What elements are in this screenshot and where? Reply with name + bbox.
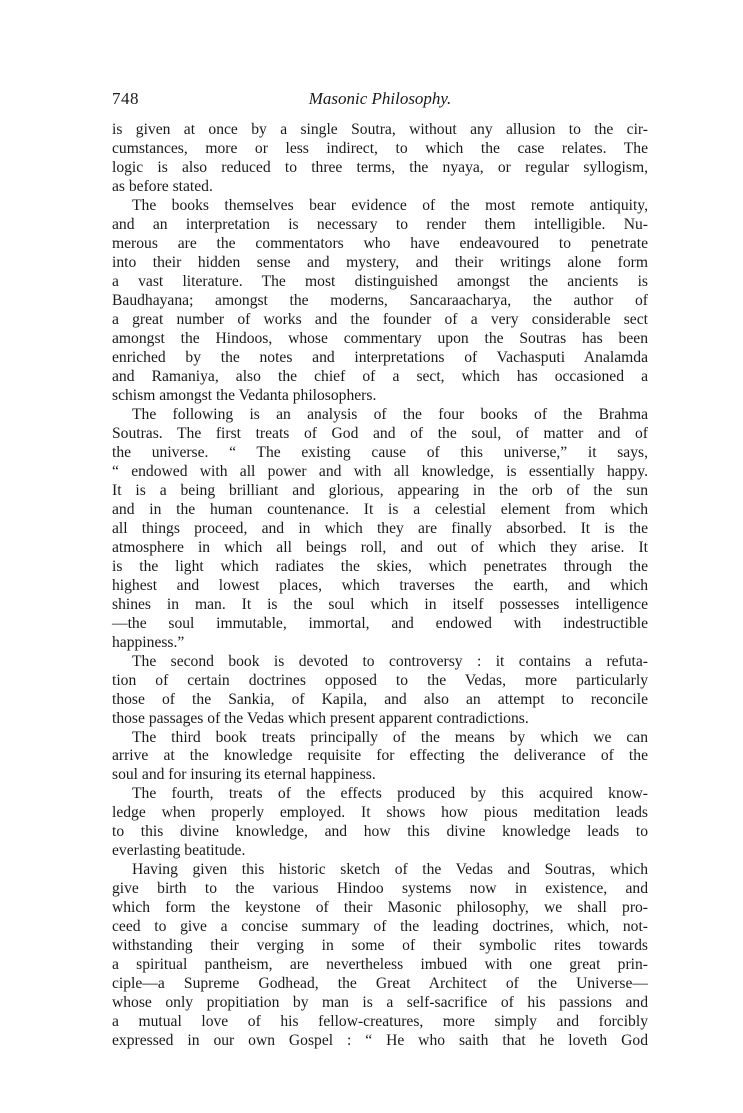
text-line: logic is also reduced to three terms, the nyaya, or regular syllogism, [112, 158, 648, 176]
text-line: arrive at the knowledge requisite for effecting the deliverance of the [112, 747, 648, 765]
paragraph-7 [112, 861, 648, 1051]
text-line: shines in man. It is the soul which in itself possesses intelligence [112, 595, 648, 613]
text-line: which form the keystone of their Masonic philosophy, we shall pro- [112, 899, 648, 917]
text-line: expressed in our own Gospel : “ He who saith that he loveth God [112, 1032, 648, 1050]
page-header [112, 88, 648, 110]
page-number: 748 [112, 89, 139, 108]
text-line: tion of certain doctrines opposed to the Vedas, more particularly [112, 671, 648, 689]
text-line: a vast literature. The most distinguished amongst the ancients is [112, 272, 648, 290]
text-line: all things proceed, and in which they are finally absorbed. It is the [112, 519, 648, 537]
text-line: The following is an analysis of the four books of the Brahma [132, 405, 648, 423]
paragraph-6 [112, 785, 648, 861]
paragraph-5 [112, 729, 648, 786]
running-title: Masonic Philosophy. [308, 89, 452, 108]
text-line: —the soul immutable, immortal, and endowed with indestructible [112, 614, 648, 632]
text-line: The third book treats principally of the means by which we can [132, 728, 648, 746]
text-line: a great number of works and the founder of a very considerable sect [112, 310, 648, 328]
text-line: Baudhayana; amongst the moderns, Sancaraacharya, the author of [112, 291, 648, 309]
text-line: soul and for insuring its eternal happiness. [112, 766, 376, 784]
body-text [112, 121, 648, 1051]
text-line: and Ramaniya, also the chief of a sect, which has occasioned a [112, 367, 648, 385]
text-line: to this divine knowledge, and how this divine knowledge leads to [112, 823, 648, 841]
text-line: happiness.” [112, 633, 185, 651]
text-line: Having given this historic sketch of the Vedas and Soutras, which [132, 861, 648, 879]
text-line: into their hidden sense and mystery, and their writings alone form [112, 253, 648, 271]
text-line: highest and lowest places, which traverses the earth, and which [112, 576, 648, 594]
text-line: a spiritual pantheism, are nevertheless imbued with one great prin- [112, 956, 648, 974]
text-line: everlasting beatitude. [112, 842, 246, 860]
text-line: It is a being brilliant and glorious, appearing in the orb of the sun [112, 481, 648, 499]
text-line: enriched by the notes and interpretations of Vachasputi Analamda [112, 348, 648, 366]
text-line: withstanding their verging in some of their symbolic rites towards [112, 937, 648, 955]
text-line: as before stated. [112, 177, 213, 195]
text-line: is the light which radiates the skies, which penetrates through the [112, 557, 648, 575]
text-line: and an interpretation is necessary to render them intelligible. Nu- [112, 215, 648, 233]
paragraph-4 [112, 653, 648, 729]
text-line: is given at once by a single Soutra, without any allusion to the cir- [112, 121, 648, 138]
paragraph-1 [112, 121, 648, 197]
text-line: amongst the Hindoos, whose commentary upon the Soutras has been [112, 329, 648, 347]
text-line: a mutual love of his fellow-creatures, more simply and forcibly [112, 1013, 648, 1031]
text-line: The fourth, treats of the effects produced by this acquired know- [132, 785, 648, 803]
paragraph-2 [112, 197, 648, 406]
text-line: ciple—a Supreme Godhead, the Great Architect of the Universe— [112, 975, 648, 993]
text-line: the universe. “ The existing cause of this universe,” it says, [112, 443, 648, 461]
text-line: cumstances, more or less indirect, to which the case relates. The [112, 139, 648, 157]
text-line: ceed to give a concise summary of the leading doctrines, which, not- [112, 918, 648, 936]
paragraph-3 [112, 406, 648, 653]
text-line: give birth to the various Hindoo systems now in existence, and [112, 880, 648, 898]
text-line: The books themselves bear evidence of the most remote antiquity, [132, 196, 648, 214]
text-line: atmosphere in which all beings roll, and out of which they arise. It [112, 538, 648, 556]
text-line: those passages of the Vedas which present apparent contradictions. [112, 709, 529, 727]
text-line: “ endowed with all power and with all knowledge, is essentially happy. [112, 462, 648, 480]
text-line: ledge when properly employed. It shows how pious meditation leads [112, 804, 648, 822]
text-line: and in the human countenance. It is a celestial element from which [112, 500, 648, 518]
text-line: merous are the commentators who have endeavoured to penetrate [112, 234, 648, 252]
text-line: Soutras. The first treats of God and of the soul, of matter and of [112, 424, 648, 442]
text-line: whose only propitiation by man is a self-sacrifice of his passions and [112, 994, 648, 1012]
text-line: schism amongst the Vedanta philosophers. [112, 386, 377, 404]
text-line: The second book is devoted to controversy : it contains a refuta- [132, 652, 648, 670]
text-line: those of the Sankia, of Kapila, and also an attempt to reconcile [112, 690, 648, 708]
